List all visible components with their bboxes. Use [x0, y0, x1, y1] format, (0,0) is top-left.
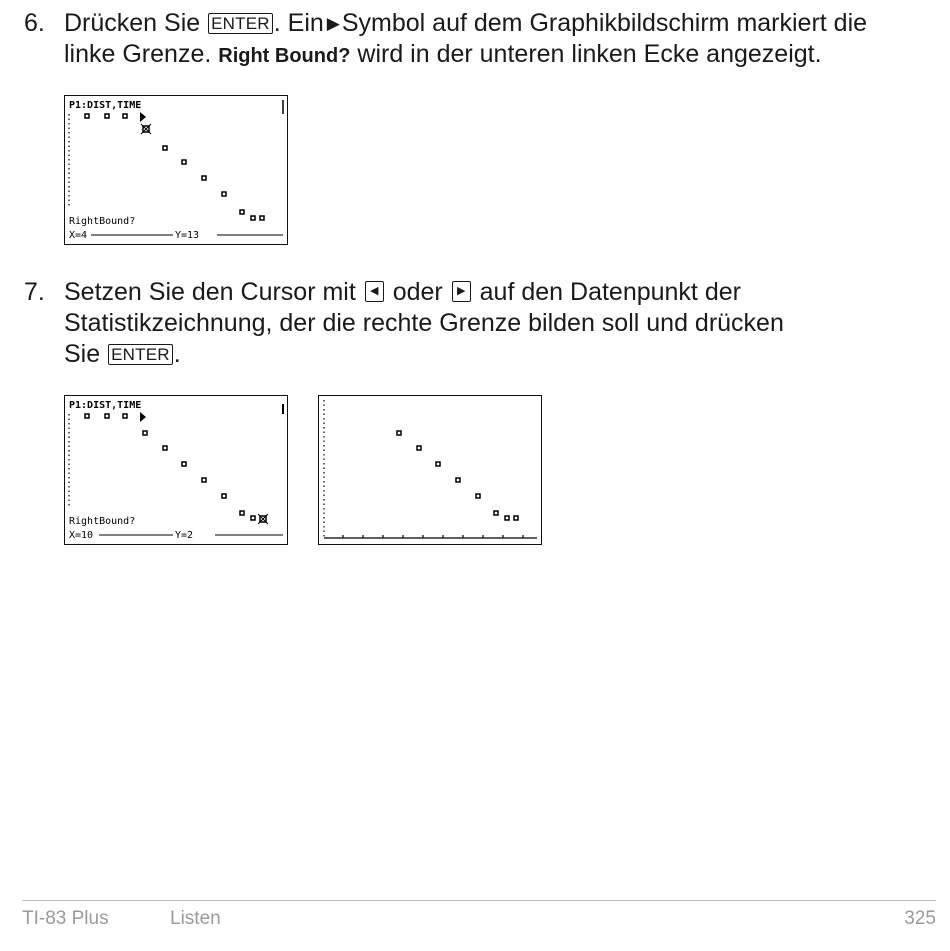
footer-section: Listen — [170, 908, 221, 929]
step-line: Setzen Sie den Cursor mit ◀ oder ▶ auf den Datenpunkt der — [64, 278, 741, 306]
data-points — [85, 114, 264, 220]
data-point — [240, 210, 244, 214]
enter-key: ENTER — [108, 344, 173, 365]
data-point — [182, 462, 186, 466]
data-points — [397, 431, 518, 520]
x-readout: X=10 — [69, 530, 94, 541]
screen-title: P1:DIST,TIME — [69, 400, 142, 411]
data-point — [514, 516, 518, 520]
data-point — [85, 414, 89, 418]
data-point — [85, 114, 89, 118]
data-point — [143, 431, 147, 435]
data-point — [240, 511, 244, 515]
data-point — [456, 478, 460, 482]
data-point — [123, 114, 127, 118]
trace-cursor — [141, 124, 151, 134]
graph-screen — [65, 396, 287, 544]
data-point — [202, 176, 206, 180]
graph-screen — [65, 96, 287, 244]
calculator-screen-plot — [318, 395, 542, 545]
right-bound-prompt: RightBound? — [69, 516, 136, 527]
step-text — [64, 8, 867, 72]
right-triangle-icon: ▶ — [326, 14, 340, 33]
y-readout: Y=13 — [175, 230, 200, 241]
step-number: 7. — [24, 278, 45, 306]
data-point — [436, 462, 440, 466]
footer-product: TI-83 Plus — [22, 908, 109, 929]
left-bound-marker — [140, 412, 146, 422]
data-point — [163, 446, 167, 450]
x-readout: X=4 — [69, 230, 88, 241]
left-arrow-key-icon: ◀ — [365, 281, 384, 302]
screen-title: P1:DIST,TIME — [69, 100, 142, 111]
page-number: 325 — [904, 908, 936, 929]
step-text — [64, 277, 784, 370]
right-bound-label: Right Bound? — [218, 45, 351, 67]
step-number: 6. — [24, 9, 45, 37]
trace-cursor — [258, 514, 268, 524]
left-bound-marker — [140, 112, 146, 122]
data-point — [251, 216, 255, 220]
data-point — [476, 494, 480, 498]
step-line: linke Grenze. Right Bound? wird in der unteren linken Ecke angezeigt. — [64, 40, 822, 68]
data-points — [85, 414, 255, 520]
calculator-screen-right-bound-x4 — [64, 95, 288, 245]
data-point — [397, 431, 401, 435]
step-line: Statistikzeichnung, der die rechte Grenze bilden soll und drücken — [64, 309, 784, 337]
data-point — [260, 216, 264, 220]
data-point — [251, 516, 255, 520]
y-readout: Y=2 — [175, 530, 194, 541]
data-point — [417, 446, 421, 450]
enter-key: ENTER — [208, 13, 273, 34]
data-point — [182, 160, 186, 164]
graph-screen — [319, 396, 541, 544]
data-point — [202, 478, 206, 482]
step-line: Drücken Sie ENTER . Ein ▶Symbol auf dem Graphikbildschirm markiert die — [64, 9, 868, 37]
data-point — [222, 192, 226, 196]
footer-divider — [22, 900, 936, 901]
step-line: Sie ENTER . — [64, 340, 181, 368]
data-point — [163, 146, 167, 150]
data-point — [222, 494, 226, 498]
data-point — [123, 414, 127, 418]
data-point — [494, 511, 498, 515]
data-point — [105, 414, 109, 418]
data-point — [505, 516, 509, 520]
right-bound-prompt: RightBound? — [69, 216, 136, 227]
right-arrow-key-icon: ▶ — [452, 281, 471, 302]
calculator-screen-right-bound-x10 — [64, 395, 288, 545]
data-point — [105, 114, 109, 118]
